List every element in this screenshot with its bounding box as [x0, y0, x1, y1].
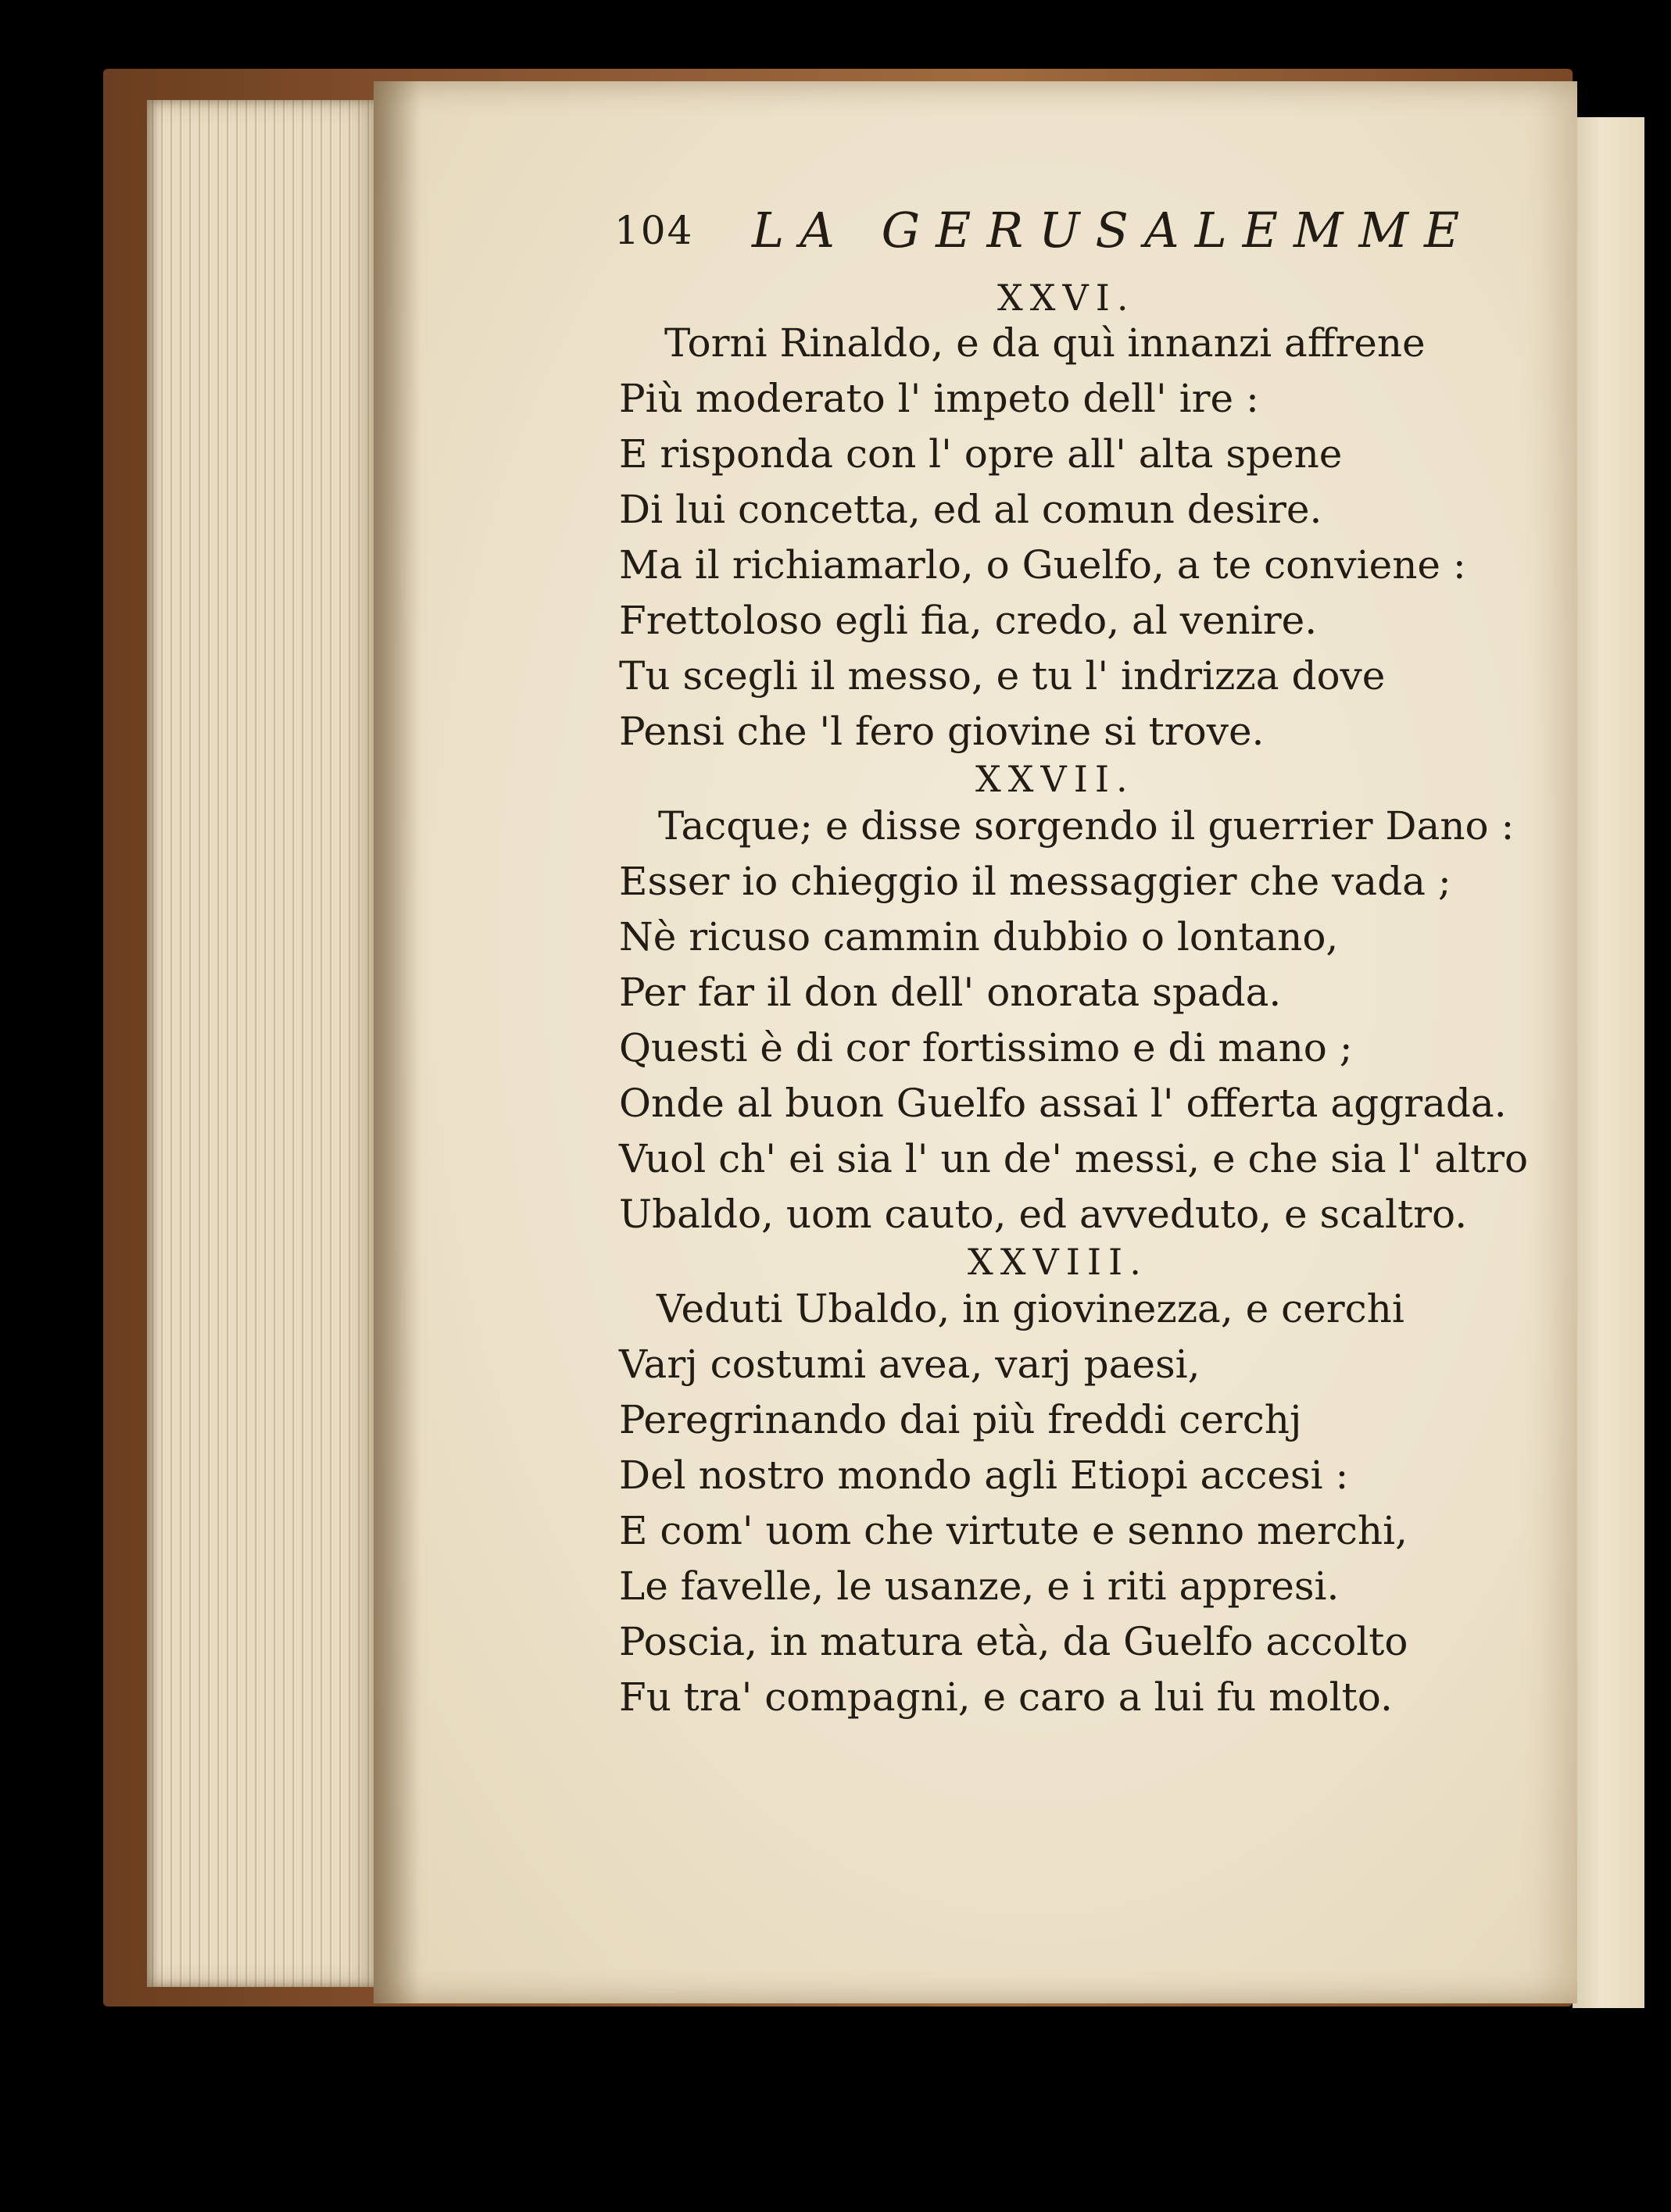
verse-line: Ubaldo, uom cauto, ed avveduto, e scaltro. — [619, 1192, 1468, 1237]
verse-line: Pensi che 'l fero giovine si trove. — [619, 709, 1265, 754]
verse-line: Onde al buon Guelfo assai l' offerta aggrada. — [619, 1081, 1507, 1126]
verse-line: Nè ricuso cammin dubbio o lontano, — [619, 914, 1339, 959]
stanza-number: XXVII. — [975, 758, 1135, 800]
running-title: LA GERUSALEMME — [752, 202, 1476, 259]
verse-line: Vuol ch' ei sia l' un de' messi, e che sia l' altro — [619, 1136, 1529, 1181]
verse-line: Tacque; e disse sorgendo il guerrier Dano : — [658, 803, 1515, 849]
verse-line: Veduti Ubaldo, in giovinezza, e cerchi — [657, 1286, 1404, 1331]
verse-line: Tu scegli il messo, e tu l' indrizza dove — [619, 653, 1386, 699]
verse-line: Le favelle, le usanze, e i riti appresi. — [619, 1563, 1340, 1609]
verse-line: Del nostro mondo agli Etiopi accesi : — [619, 1453, 1349, 1498]
verse-line: Torni Rinaldo, e da quì innanzi affrene — [664, 320, 1426, 366]
verse-line: Più moderato l' impeto dell' ire : — [619, 376, 1259, 421]
verse-line: Fu tra' compagni, e caro a lui fu molto. — [619, 1674, 1393, 1720]
page-number: 104 — [614, 208, 694, 253]
stanza-number: XXVI. — [997, 277, 1136, 319]
verse-line: Ma il richiamarlo, o Guelfo, a te conviene : — [619, 542, 1466, 588]
verse-line: Frettoloso egli fia, credo, al venire. — [619, 598, 1318, 643]
verse-line: Per far il don dell' onorata spada. — [619, 970, 1282, 1015]
verse-line: Esser io chieggio il messaggier che vada ; — [619, 859, 1451, 904]
verse-line: Di lui concetta, ed al comun desire. — [619, 487, 1322, 532]
verse-line: Poscia, in matura età, da Guelfo accolto — [619, 1619, 1408, 1664]
verse-line: E risponda con l' opre all' alta spene — [619, 431, 1343, 477]
verse-line: Varj costumi avea, varj paesi, — [619, 1342, 1200, 1387]
verse-line: Questi è di cor fortissimo e di mano ; — [619, 1025, 1353, 1070]
verse-line: Peregrinando dai più freddi cerchj — [619, 1397, 1302, 1442]
verse-line: E com' uom che virtute e senno merchi, — [619, 1508, 1408, 1553]
stanza-number: XXVIII. — [968, 1241, 1148, 1283]
